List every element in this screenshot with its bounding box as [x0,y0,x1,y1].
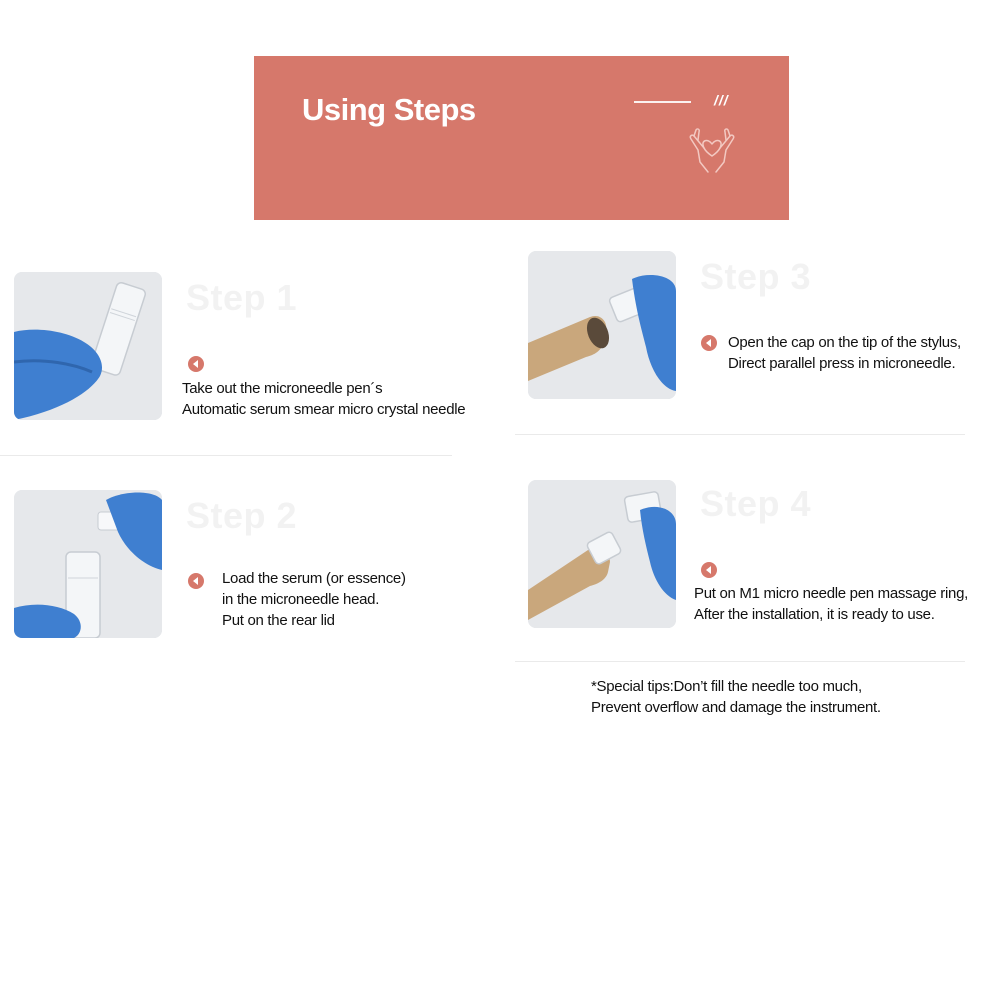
step-4-photo [528,480,676,628]
step-2-line-2: in the microneedle head. [222,591,380,608]
step-1-bullet-icon [188,356,204,372]
step-2-description [222,568,406,631]
special-tips-line-2: Prevent overflow and damage the instrument. [591,699,881,716]
step-3-photo [528,251,676,399]
step-3-description [728,332,961,374]
step-1-photo [14,272,162,420]
step-2-line-3: Put on the rear lid [222,612,335,629]
hands-heart-icon [686,122,738,178]
step-1-description [182,378,465,420]
step-2-bullet-icon [188,573,204,589]
step-2-photo [14,490,162,638]
divider-step-1 [0,455,452,456]
step-4-bullet-icon [701,562,717,578]
step-3-title: Step 3 [700,256,812,297]
step-1-line-1: Take out the microneedle pen´s [182,380,383,397]
step-1-title: Step 1 [186,277,298,318]
divider-step-4 [515,661,965,662]
header-banner [254,56,789,220]
step-1-line-2: Automatic serum smear micro crystal needle [182,401,466,418]
banner-decor-slashes: /// [714,92,729,108]
special-tips-line-1: *Special tips:Don’t fill the needle too much, [591,678,862,695]
step-4-line-1: Put on M1 micro needle pen massage ring, [694,585,968,602]
step-2-line-1: Load the serum (or essence) [222,570,406,587]
step-2-title: Step 2 [186,495,298,536]
divider-step-3 [515,434,965,435]
special-tips [591,676,881,718]
step-4-line-2: After the installation, it is ready to use. [694,606,935,623]
step-3-line-1: Open the cap on the tip of the stylus, [728,334,961,351]
banner-decor-line [634,101,691,103]
step-4-description [694,583,968,625]
step-3-bullet-icon [701,335,717,351]
step-4-title: Step 4 [700,483,812,524]
banner-title: Using Steps [302,92,476,127]
step-3-line-2: Direct parallel press in microneedle. [728,355,956,372]
